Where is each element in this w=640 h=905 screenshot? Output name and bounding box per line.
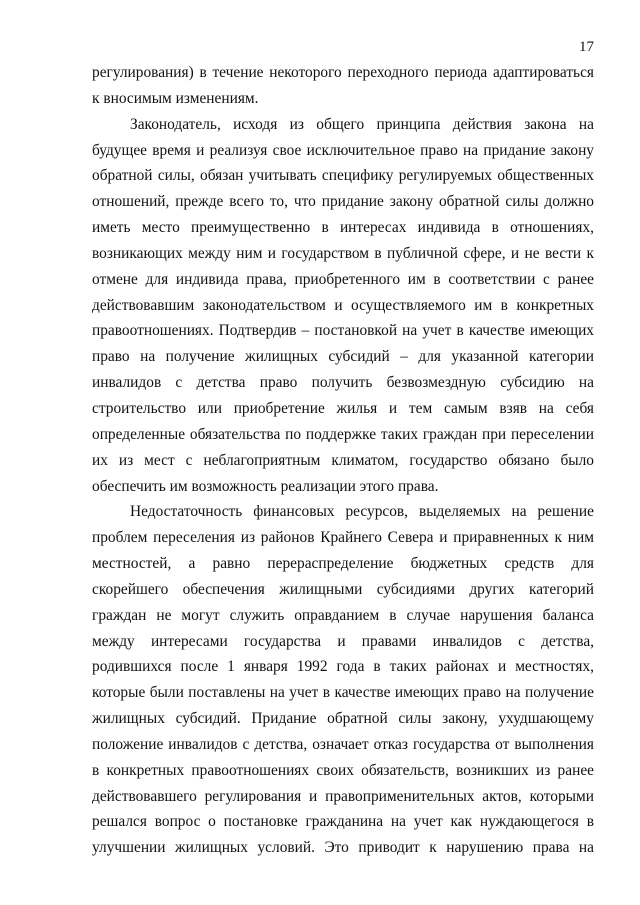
text-line: к вносимым изменениям. [92, 89, 259, 107]
text-line: возникающих между ним и государством в публичной сфере, и не вести к [92, 244, 594, 262]
text-line: между интересами государства и правами инвалидов с детства, [92, 632, 594, 650]
text-line: жилищных субсидий. Придание обратной силы закону, ухудшающему [92, 710, 594, 728]
text-line: определенные обязательства по поддержке таких граждан при переселении [92, 425, 594, 443]
text-line: их из мест с неблагоприятным климатом, государство обязано было [92, 451, 594, 469]
paragraph [92, 60, 594, 112]
text-line: право на получение жилищных субсидий – для указанной категории [92, 348, 594, 366]
text-line: строительство или приобретение жилья и тем самым взяв на себя [92, 399, 594, 417]
text-line: отмене для индивида права, приобретенного им в соответствии с ранее [92, 270, 594, 288]
paragraph [92, 499, 594, 861]
text-line: положение инвалидов с детства, означает отказ государства от выполнения [92, 735, 594, 753]
text-line: скорейшего обеспечения жилищными субсидиями других категорий [92, 580, 594, 598]
text-line: которые были поставлены на учет в качестве имеющих право на получение [92, 684, 594, 702]
text-line: регулирования) в течение некоторого переходного периода адаптироваться [92, 64, 594, 81]
text-line: инвалидов с детства право получить безвозмездную субсидию на [92, 374, 594, 392]
text-line: улучшении жилищных условий. Это приводит к нарушению права на [92, 839, 594, 857]
text-line: местностей, а равно перераспределение бюджетных средств для [92, 555, 594, 573]
text-line: иметь место преимущественно в интересах индивида в отношениях, [92, 219, 594, 237]
text-line: действовавшего регулирования и правоприменительных актов, которыми [92, 787, 594, 805]
text-line: обратной силы, обязан учитывать специфику регулируемых общественных [92, 167, 594, 185]
text-line: будущее время и реализуя свое исключительное право на придание закону [92, 141, 594, 159]
text-line: Законодатель, исходя из общего принципа действия закона на [130, 115, 594, 133]
text-line: проблем переселения из районов Крайнего Севера и приравненных к ним [92, 529, 594, 547]
text-line: правоотношениях. Подтвердив – постановкой на учет в качестве имеющих [92, 322, 594, 340]
text-line: граждан не могут служить оправданием в случае нарушения баланса [92, 606, 594, 624]
text-line: Недостаточность финансовых ресурсов, выделяемых на решение [130, 503, 594, 521]
paragraph [92, 112, 594, 500]
text-line: действовавшим законодательством и осуществляемого им в конкретных [92, 296, 594, 314]
text-line: в конкретных правоотношениях своих обязательств, возникших из ранее [92, 761, 594, 779]
text-line: решался вопрос о постановке гражданина на учет как нуждающегося в [92, 813, 594, 831]
text-line: обеспечить им возможность реализации этого права. [92, 477, 439, 495]
body-text [92, 60, 594, 861]
page-number: 17 [579, 39, 594, 55]
text-line: отношений, прежде всего то, что придание закону обратной силы должно [92, 193, 594, 211]
text-line: родившихся после 1 января 1992 года в таких районах и местностях, [92, 658, 594, 676]
